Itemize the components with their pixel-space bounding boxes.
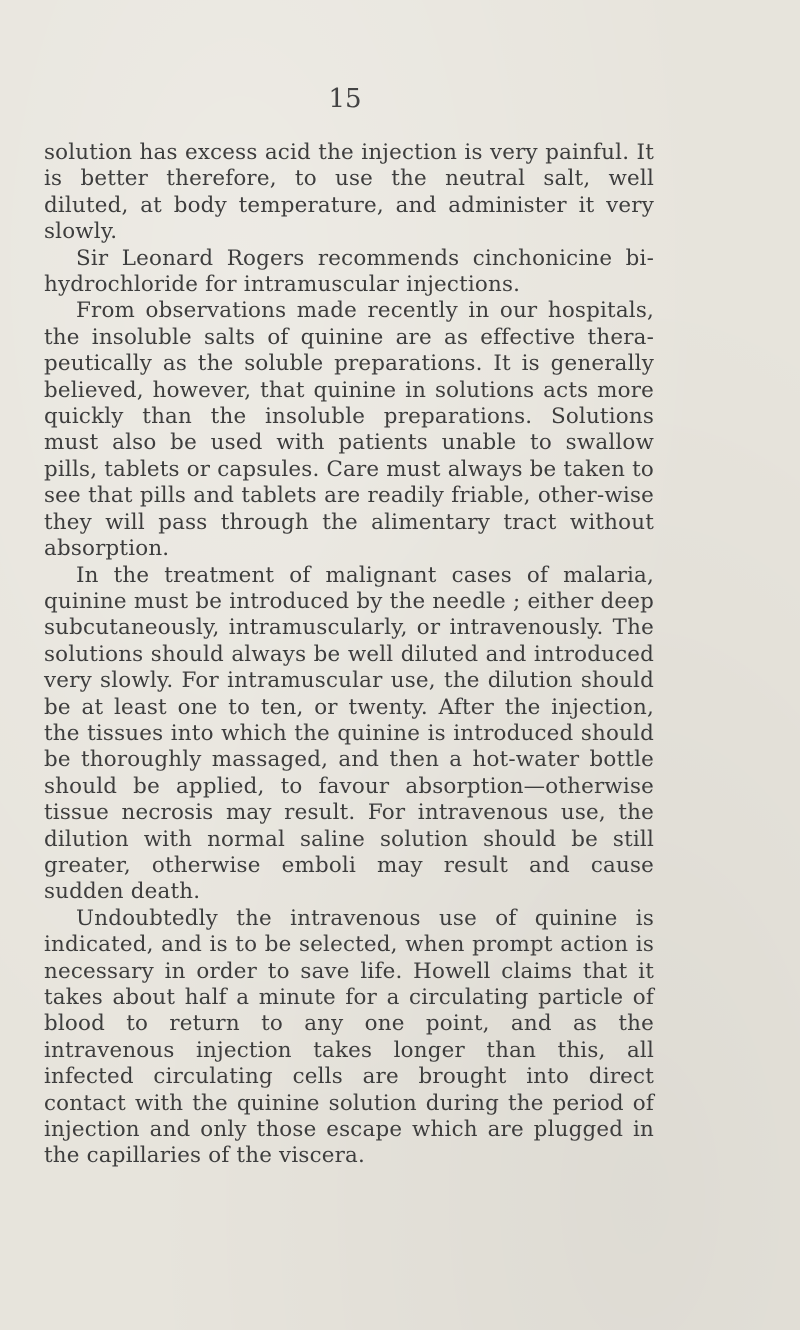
paragraph-2: Sir Leonard Rogers recommends cinchonicine bi-hydrochloride for intramuscular injections.	[44, 245, 654, 298]
body-text	[44, 140, 654, 1170]
paragraph-4: In the treatment of malignant cases of malaria, quinine must be introduced by the needle ; either deep subcutaneously, intramuscularly, or intravenously. The solutions should always be well diluted and introduced very slowly. For intramuscular use, the dilution should be at least one to ten, or twenty. After the injection, the tissues into which the quinine is introduced should be thoroughly massaged, and then a hot-water bottle should be applied, to favour absorption—otherwise tissue necrosis may result. For intravenous use, the dilution with normal saline solution should be still greater, otherwise emboli may result and cause sudden death.	[44, 562, 654, 905]
paragraph-3: From observations made recently in our hospitals, the insoluble salts of quinine are as effective thera-peutically as the soluble preparations. It is generally believed, however, that quinine in solutions acts more quickly than the insoluble preparations. Solutions must also be used with patients unable to swallow pills, tablets or capsules. Care must always be taken to see that pills and tablets are readily friable, other-wise they will pass through the alimentary tract without absorption.	[44, 298, 654, 562]
paragraph-1: solution has excess acid the injection is very painful. It is better therefore, to use the neutral salt, well diluted, at body temperature, and administer it very slowly.	[44, 140, 654, 245]
paragraph-5: Undoubtedly the intravenous use of quinine is indicated, and is to be selected, when prompt action is necessary in order to save life. Howell claims that it takes about half a minute for a circulating particle of blood to return to any one point, and as the intravenous injection takes longer than this, all infected circulating cells are brought into direct contact with the quinine solution during the period of injection and only those escape which are plugged in the capillaries of the viscera.	[44, 905, 654, 1169]
page-number: 15	[328, 84, 362, 114]
